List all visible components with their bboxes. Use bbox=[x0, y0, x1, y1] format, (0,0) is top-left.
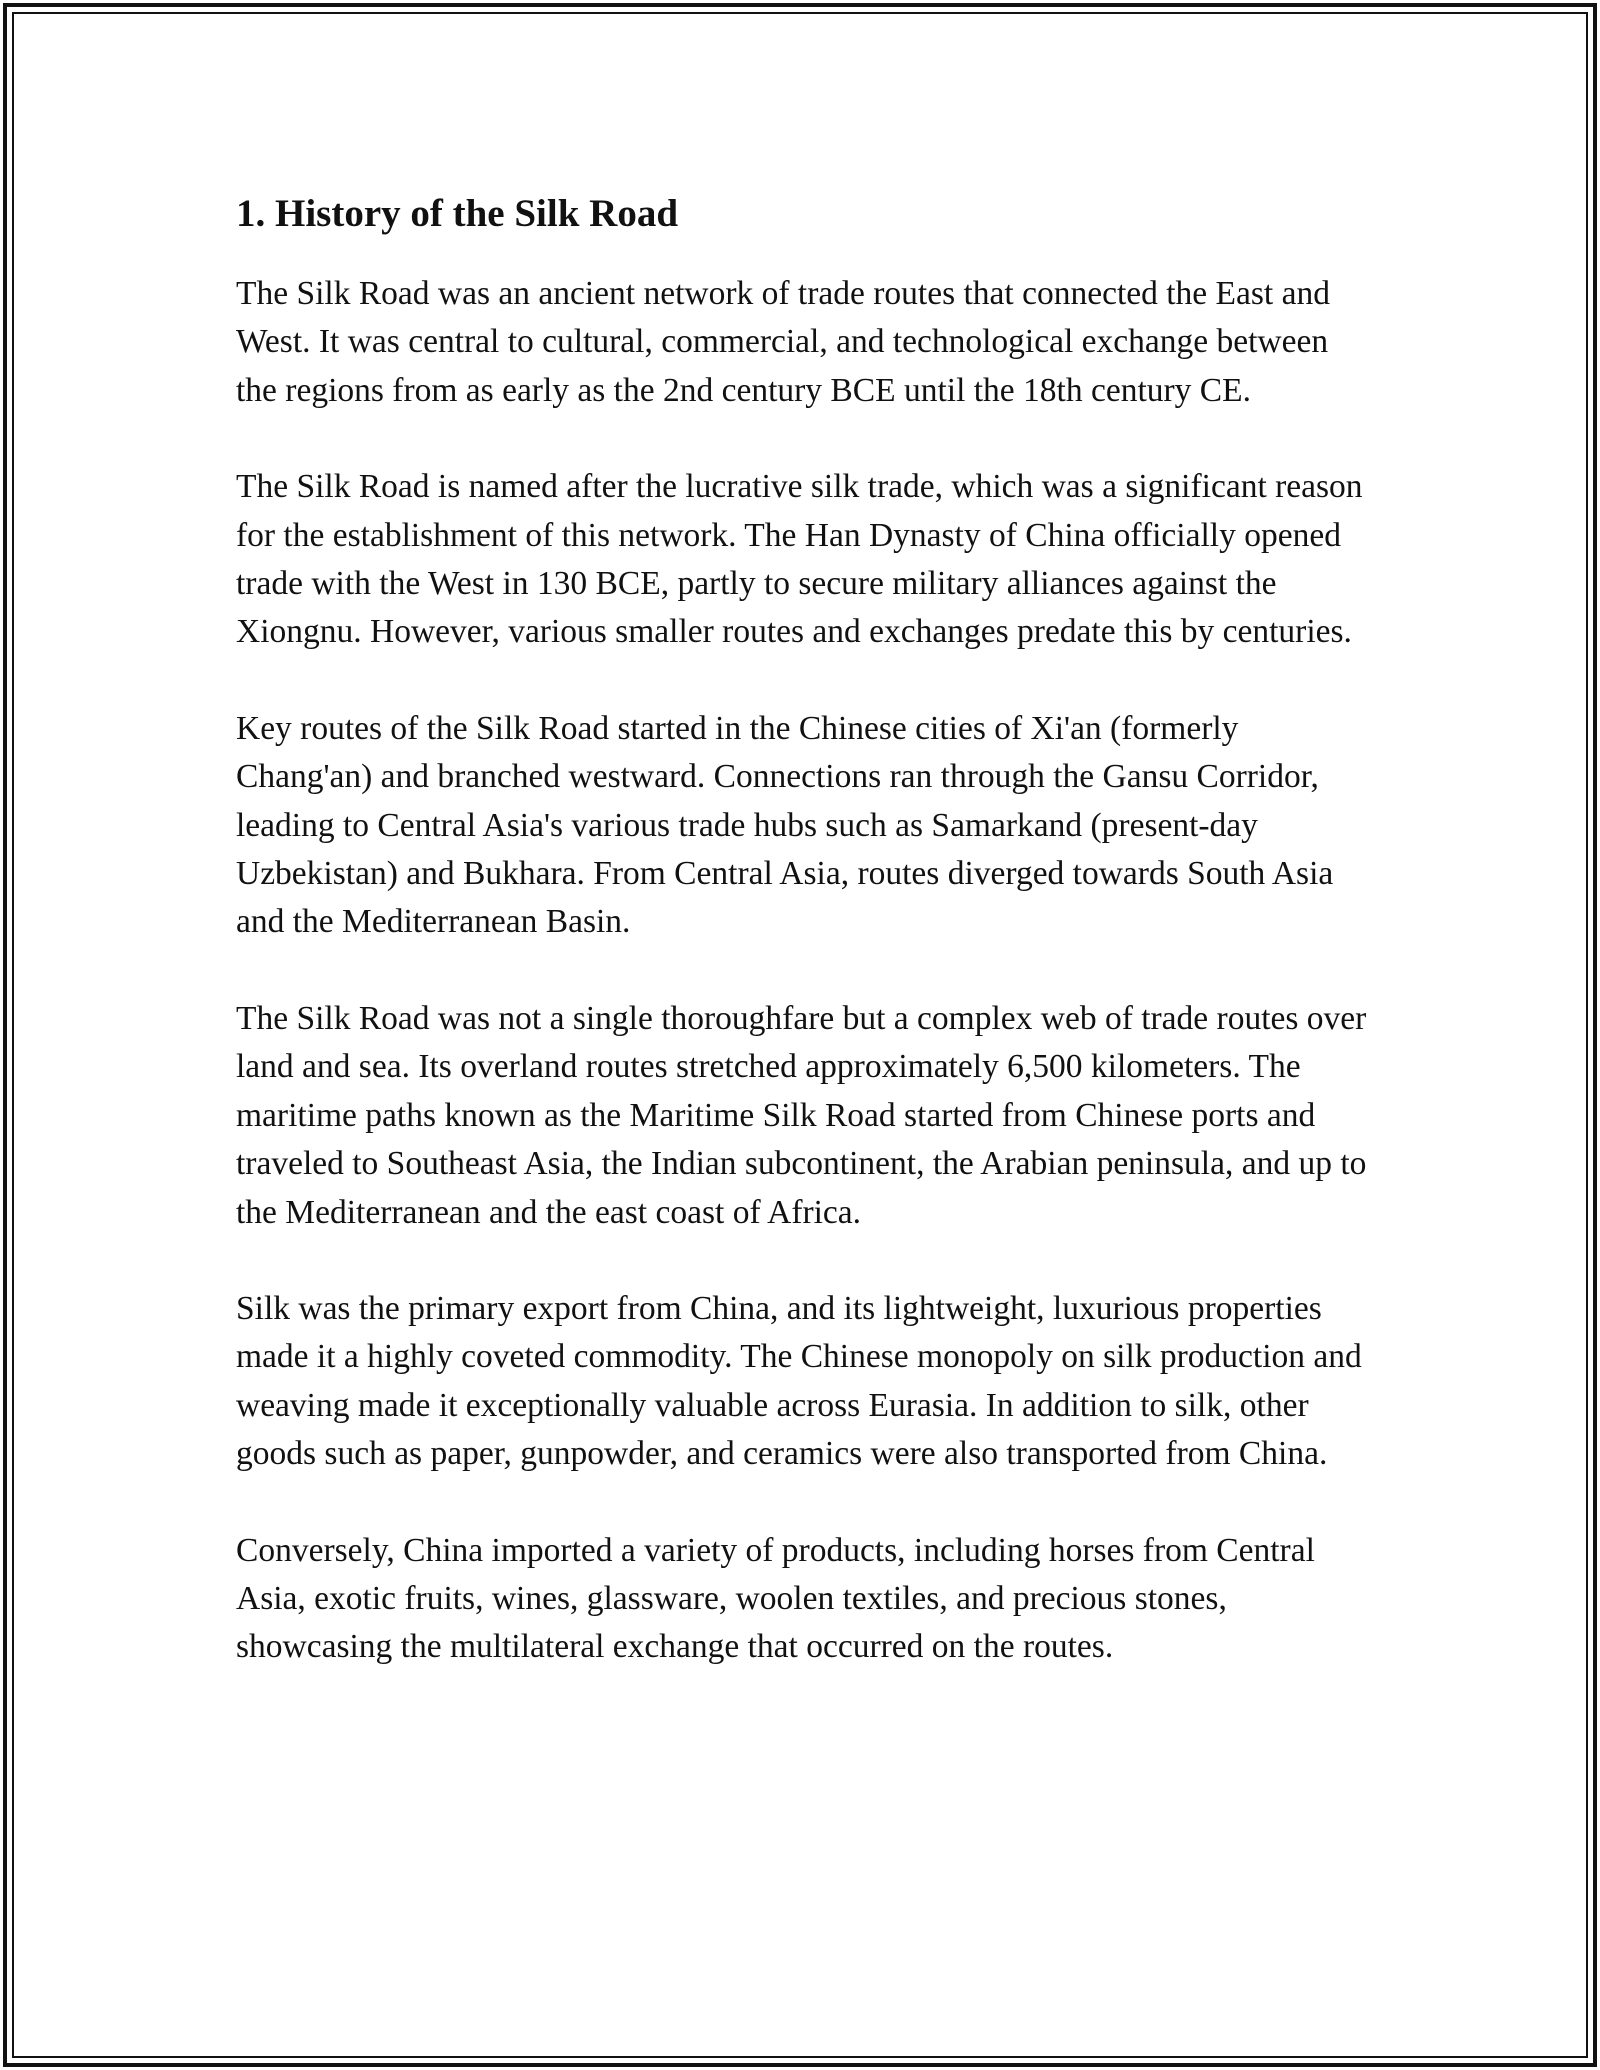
paragraph-intro: The Silk Road was an ancient network of trade routes that connected the East and West. It was central to cultural, commercial, and technological exchange between the regions from as early as the 2nd century BCE until the 18th century CE. bbox=[236, 275, 1330, 409]
paragraph-key-routes: Key routes of the Silk Road started in the Chinese cities of Xi'an (formerly Chang'an) and branched westward. Connections ran through the Gansu Corridor, leading to Central Asia's various trade hubs such as Samarkand (present-day Uzbekistan) and Bukhara. From Central Asia, routes diverged towards South Asia and the Mediterranean Basin. bbox=[236, 709, 1334, 941]
section-heading: 1. History of the Silk Road bbox=[236, 192, 679, 235]
paragraph-naming: The Silk Road is named after the lucrative silk trade, which was a significant reason for the establishment of this network. The Han Dynasty of China officially opened trade with the West in 130 BCE, partly to secure military alliances against the Xiongnu. However, various smaller routes and exchanges predate this by centuries. bbox=[236, 468, 1363, 651]
paragraph-network: The Silk Road was not a single thoroughfare but a complex web of trade routes over land and sea. Its overland routes stretched approximately 6,500 kilometers. The maritime paths known as the Maritime Silk Road started from Chinese ports and traveled to Southeast Asia, the Indian subcontinent, the Arabian peninsula, and up to the Mediterranean and the east coast of Africa. bbox=[236, 999, 1367, 1231]
paragraph-imports: Conversely, China imported a variety of products, including horses from Central Asia, exotic fruits, wines, glassware, woolen textiles, and precious stones, showcasing the multilateral exchange that occurred on the routes. bbox=[236, 1531, 1315, 1666]
document-body bbox=[236, 188, 1376, 1672]
paragraph-exports: Silk was the primary export from China, and its lightweight, luxurious properties made it a highly coveted commodity. The Chinese monopoly on silk production and weaving made it exceptionally valuable across Eurasia. In addition to silk, other goods such as paper, gunpowder, and ceramics were also transported from China. bbox=[236, 1289, 1362, 1473]
